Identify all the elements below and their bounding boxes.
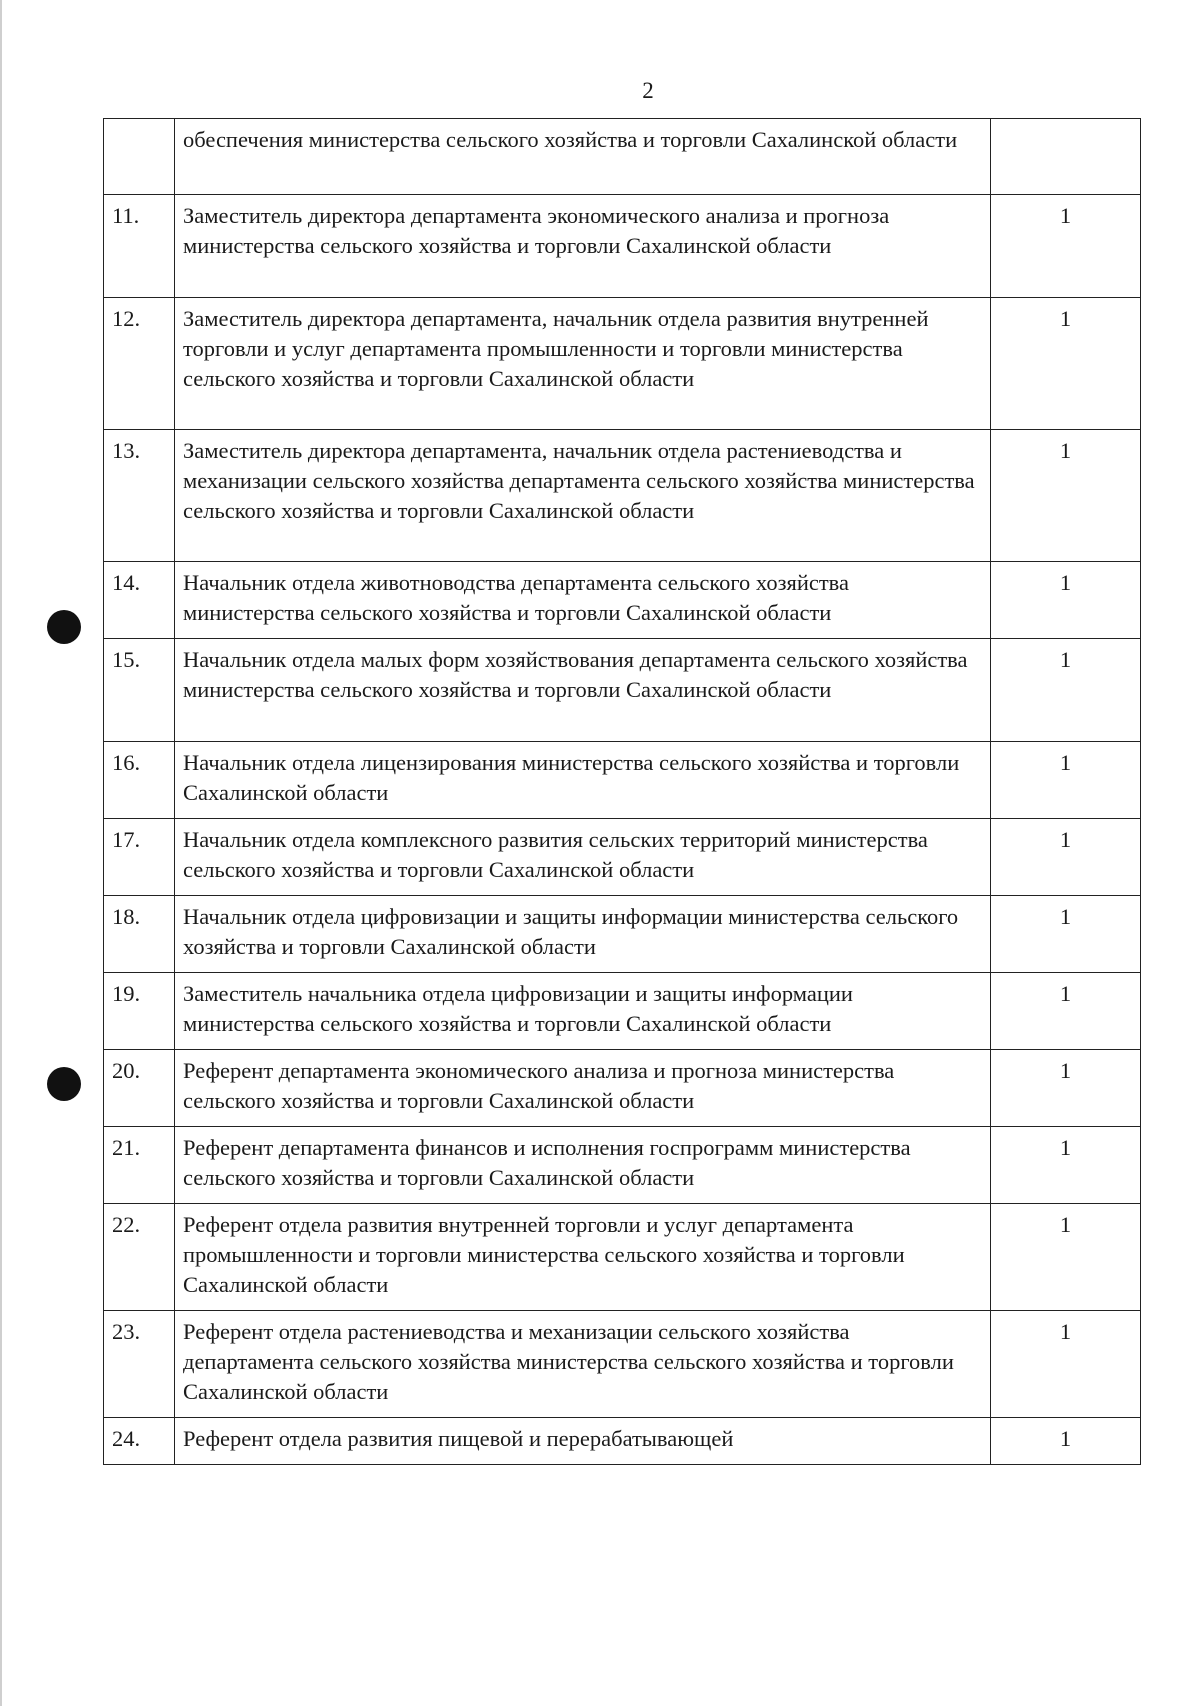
position-title: Референт отдела развития внутренней торговли и услуг департамента промышленности и торговли министерства сельского хозяйства и торговли Сахалинской области bbox=[175, 1204, 991, 1311]
position-title: Заместитель директора департамента, начальник отдела растениеводства и механизации сельского хозяйства департамента сельского хозяйства министерства сельского хозяйства и торговли Сахалинской области bbox=[175, 430, 991, 562]
row-number: 15. bbox=[104, 639, 175, 742]
table-row bbox=[104, 973, 1141, 1050]
row-number: 21. bbox=[104, 1127, 175, 1204]
row-number: 24. bbox=[104, 1418, 175, 1465]
page-number: 2 bbox=[642, 78, 654, 103]
position-quantity: 1 bbox=[991, 1204, 1141, 1311]
position-title: Начальник отдела цифровизации и защиты информации министерства сельского хозяйства и торговли Сахалинской области bbox=[175, 896, 991, 973]
table-row bbox=[104, 298, 1141, 430]
punch-hole bbox=[47, 610, 81, 644]
table-row bbox=[104, 1418, 1141, 1465]
position-quantity: 1 bbox=[991, 195, 1141, 298]
position-quantity: 1 bbox=[991, 1311, 1141, 1418]
table-row bbox=[104, 819, 1141, 896]
table-row bbox=[104, 1050, 1141, 1127]
row-number: 20. bbox=[104, 1050, 175, 1127]
table-row bbox=[104, 742, 1141, 819]
position-quantity: 1 bbox=[991, 639, 1141, 742]
row-number: 19. bbox=[104, 973, 175, 1050]
punch-hole bbox=[47, 1067, 81, 1101]
table-row bbox=[104, 195, 1141, 298]
row-number bbox=[104, 119, 175, 195]
row-number: 17. bbox=[104, 819, 175, 896]
row-number: 22. bbox=[104, 1204, 175, 1311]
position-quantity: 1 bbox=[991, 298, 1141, 430]
position-quantity: 1 bbox=[991, 1127, 1141, 1204]
position-quantity: 1 bbox=[991, 430, 1141, 562]
position-title: Начальник отдела малых форм хозяйствования департамента сельского хозяйства министерства сельского хозяйства и торговли Сахалинской области bbox=[175, 639, 991, 742]
position-title: Начальник отдела животноводства департамента сельского хозяйства министерства сельского хозяйства и торговли Сахалинской области bbox=[175, 562, 991, 639]
row-number: 18. bbox=[104, 896, 175, 973]
positions-table bbox=[103, 118, 1141, 1465]
position-title: Начальник отдела лицензирования министерства сельского хозяйства и торговли Сахалинской области bbox=[175, 742, 991, 819]
row-number: 12. bbox=[104, 298, 175, 430]
row-number: 14. bbox=[104, 562, 175, 639]
table-body bbox=[104, 119, 1141, 1465]
table-row bbox=[104, 639, 1141, 742]
position-title: Референт департамента финансов и исполнения госпрограмм министерства сельского хозяйства и торговли Сахалинской области bbox=[175, 1127, 991, 1204]
position-quantity: 1 bbox=[991, 819, 1141, 896]
position-title: Заместитель начальника отдела цифровизации и защиты информации министерства сельского хозяйства и торговли Сахалинской области bbox=[175, 973, 991, 1050]
table-row bbox=[104, 1204, 1141, 1311]
table-row bbox=[104, 562, 1141, 639]
row-number: 13. bbox=[104, 430, 175, 562]
table-row bbox=[104, 1127, 1141, 1204]
position-title: Референт департамента экономического анализа и прогноза министерства сельского хозяйства и торговли Сахалинской области bbox=[175, 1050, 991, 1127]
table-row bbox=[104, 896, 1141, 973]
position-quantity: 1 bbox=[991, 562, 1141, 639]
position-title: Референт отдела растениеводства и механизации сельского хозяйства департамента сельского хозяйства министерства сельского хозяйства и торговли Сахалинской области bbox=[175, 1311, 991, 1418]
position-quantity bbox=[991, 119, 1141, 195]
position-quantity: 1 bbox=[991, 973, 1141, 1050]
row-number: 11. bbox=[104, 195, 175, 298]
position-quantity: 1 bbox=[991, 896, 1141, 973]
table-row bbox=[104, 430, 1141, 562]
position-quantity: 1 bbox=[991, 1050, 1141, 1127]
position-title: Заместитель директора департамента экономического анализа и прогноза министерства сельского хозяйства и торговли Сахалинской области bbox=[175, 195, 991, 298]
position-title: Заместитель директора департамента, начальник отдела развития внутренней торговли и услуг департамента промышленности и торговли министерства сельского хозяйства и торговли Сахалинской области bbox=[175, 298, 991, 430]
row-number: 16. bbox=[104, 742, 175, 819]
table-row bbox=[104, 1311, 1141, 1418]
position-title: обеспечения министерства сельского хозяйства и торговли Сахалинской области bbox=[175, 119, 991, 195]
position-quantity: 1 bbox=[991, 742, 1141, 819]
position-title: Начальник отдела комплексного развития сельских территорий министерства сельского хозяйства и торговли Сахалинской области bbox=[175, 819, 991, 896]
row-number: 23. bbox=[104, 1311, 175, 1418]
scan-edge bbox=[0, 0, 2, 1706]
position-quantity: 1 bbox=[991, 1418, 1141, 1465]
position-title: Референт отдела развития пищевой и перерабатывающей bbox=[175, 1418, 991, 1465]
table-row bbox=[104, 119, 1141, 195]
